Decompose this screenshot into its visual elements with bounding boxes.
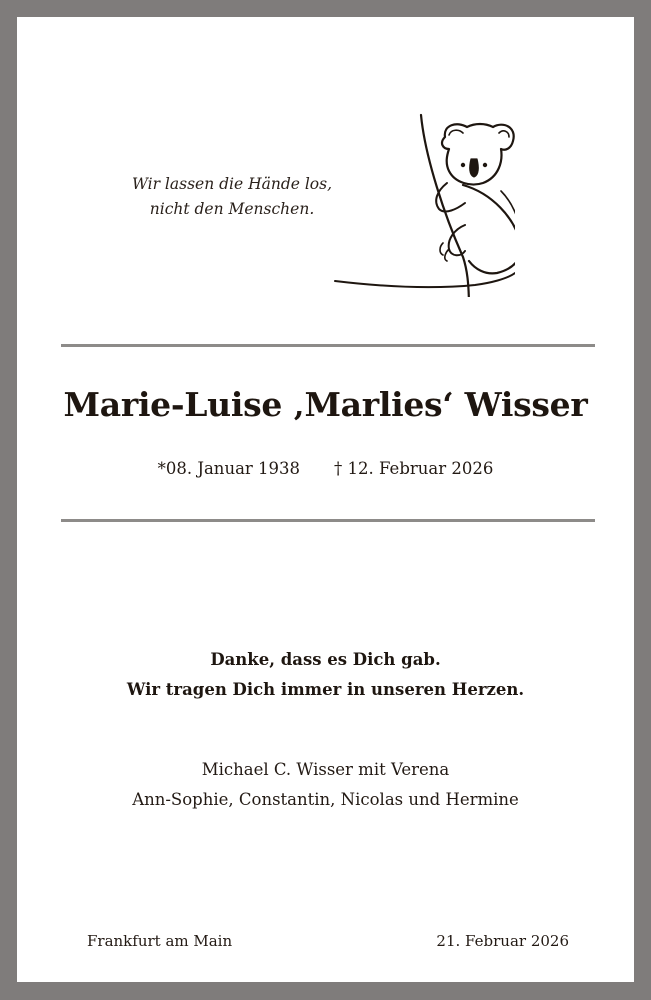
- top-divider: [61, 344, 595, 347]
- farewell-line-1: Danke, dass es Dich gab.: [210, 650, 441, 669]
- bottom-divider: [61, 519, 595, 522]
- farewell-line-2: Wir tragen Dich immer in unseren Herzen.: [126, 680, 525, 699]
- farewell-message: [17, 645, 634, 705]
- mourners-line-1: Michael C. Wisser mit Verena: [201, 760, 450, 779]
- mourners-list: [17, 755, 634, 815]
- koala-on-branch-icon: [315, 97, 515, 297]
- quote-line-2: nicht den Menschen.: [149, 200, 315, 218]
- footer-place: Frankfurt am Main: [87, 932, 233, 950]
- obituary-card: [17, 17, 634, 982]
- death-date: † 12. Februar 2026: [334, 459, 494, 478]
- footer-date: 21. Februar 2026: [436, 932, 569, 950]
- birth-date: *08. Januar 1938: [157, 459, 301, 478]
- life-dates: [17, 459, 634, 478]
- quote-line-1: Wir lassen die Hände los,: [131, 175, 333, 193]
- mourners-line-2: Ann-Sophie, Constantin, Nicolas und Hermine: [132, 790, 519, 809]
- deceased-name: Marie-Luise ‚Marlies‘ Wisser: [63, 385, 588, 424]
